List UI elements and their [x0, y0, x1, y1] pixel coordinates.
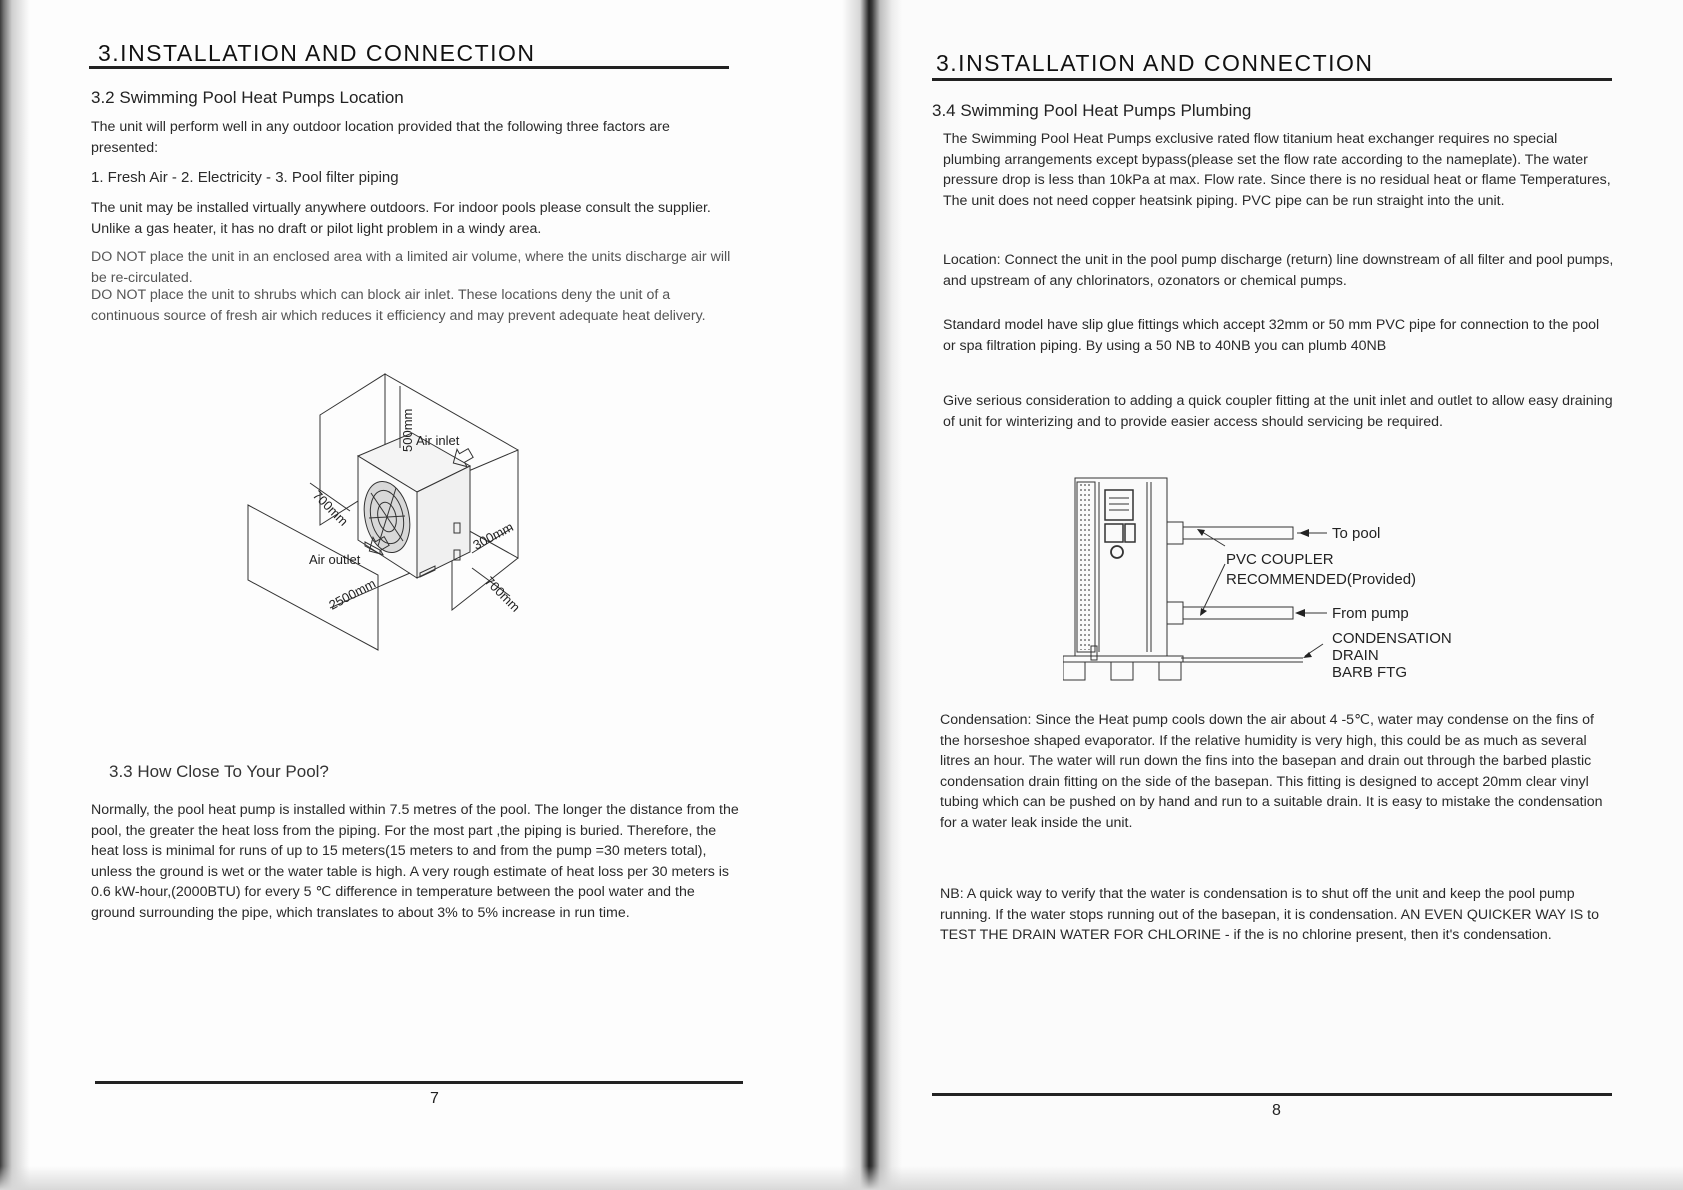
title-rule	[89, 66, 729, 69]
footer-rule	[95, 1081, 743, 1084]
spine-shadow	[0, 0, 30, 1190]
air-outlet-label: Air outlet	[309, 552, 361, 567]
to-pool-label: To pool	[1332, 525, 1381, 542]
condensation-label: CONDENSATION	[1332, 630, 1452, 647]
section-heading-3-2: 3.2 Swimming Pool Heat Pumps Location	[91, 88, 404, 107]
paragraph: Location: Connect the unit in the pool pump discharge (return) line downstream of all filter and pool pumps, and upstream of any chlorinators, ozonators or chemical pumps.	[943, 252, 1614, 289]
paragraph: DO NOT place the unit to shrubs which can block air inlet. These locations deny the unit of a continuous source of fresh air which reduces it efficiency and may prevent adequate heat delivery.	[91, 287, 706, 324]
paragraph: DO NOT place the unit in an enclosed area with a limited air volume, where the units discharge air will be re-circulated.	[91, 249, 731, 286]
paragraph: 1. Fresh Air - 2. Electricity - 3. Pool filter piping	[91, 169, 399, 186]
paragraph: Normally, the pool heat pump is installed within 7.5 metres of the pool. The longer the distance from the pool, the greater the heat loss from the piping. For the most part ,the piping is buried. Therefore, the heat loss is minimal for runs of up to 15 meters(15 meters to and from the pump =30 meters total), unless the ground is wet or the water table is high. A very rough estimate of heat loss per 30 meters is 0.6 kW-hour,(2000BTU) for every 5 ℃ difference in temperature between the pool water and the ground surrounding the pipe, which translates to about 3% to 5% increase in run time.	[91, 802, 739, 921]
footer-rule	[932, 1093, 1612, 1096]
paragraph: The unit will perform well in any outdoor location provided that the following three factors are presented:	[91, 119, 670, 156]
paragraph: The unit may be installed virtually anywhere outdoors. For indoor pools please consult the supplier. Unlike a gas heater, it has no draft or pilot light problem in a windy area.	[91, 200, 711, 237]
page-title: 3.INSTALLATION AND CONNECTION	[936, 50, 1374, 76]
from-pump-label: From pump	[1332, 605, 1409, 622]
drain-label: DRAIN	[1332, 647, 1379, 664]
section-heading-3-4: 3.4 Swimming Pool Heat Pumps Plumbing	[932, 101, 1252, 120]
dim-700-right: 700mm	[481, 573, 524, 615]
title-rule	[932, 78, 1612, 81]
paragraph: The Swimming Pool Heat Pumps exclusive rated flow titanium heat exchanger requires no special plumbing arrangements except bypass(please set the flow rate according to the nameplate). The water pressure drop is less than 10kPa at max. Flow rate. Since there is no residual heat or flame Temperatures, The unit does not need copper heatsink piping. PVC pipe can be run straight into the unit.	[943, 131, 1611, 209]
pvc-coupler-label: PVC COUPLER	[1226, 551, 1334, 568]
paragraph: Give serious consideration to adding a quick coupler fitting at the unit inlet and outlet to allow easy draining of unit for winterizing and to provide easier access should servicing be required.	[943, 393, 1613, 430]
page-number: 7	[430, 1090, 439, 1107]
paragraph: Standard model have slip glue fittings which accept 32mm or 50 mm PVC pipe for connection to the pool or spa filtration piping. By using a 50 NB to 40NB you can plumb 40NB	[943, 317, 1600, 354]
dim-300: 300mm	[470, 519, 516, 553]
bottom-shadow	[0, 1166, 1683, 1190]
paragraph: Condensation: Since the Heat pump cools down the air about 4 -5℃, water may condense on the fins of the horseshoe shaped evaporator. If the relative humidity is very high, this could be as much as several litres an hour. The water will run down the fins into the basepan and drain out through the barbed plastic condensation drain fitting on the side of the basepan. This fitting is designed to accept 20mm clear vinyl tubing which can be pushed on by hand and run to a suitable drain. It is easy to mistake the condensation for a water leak inside the unit.	[940, 712, 1603, 831]
barb-ftg-label: BARB FTG	[1332, 664, 1408, 681]
plumbing-diagram	[1063, 472, 1463, 694]
dim-700-left: 700mm	[309, 487, 352, 529]
right-page	[868, 0, 1683, 1190]
air-inlet-label: Air inlet	[416, 433, 460, 448]
dim-2500: 2500mm	[326, 575, 379, 613]
dim-500: 500mm	[400, 408, 415, 452]
paragraph: NB: A quick way to verify that the water is condensation is to shut off the unit and keep the pool pump running. If the water stops running out of the basepan, it is condensation. AN EVEN QUICKER WAY IS to TEST THE DRAIN WATER FOR CHLORINE - if the is no chlorine present, then it's condensation.	[940, 886, 1600, 943]
book-gutter	[842, 0, 902, 1190]
pvc-coupler-recommended-label: RECOMMENDED(Provided)	[1226, 571, 1417, 588]
page-title: 3.INSTALLATION AND CONNECTION	[98, 40, 536, 66]
section-heading-3-3: 3.3 How Close To Your Pool?	[109, 762, 329, 781]
clearance-diagram	[240, 368, 570, 668]
page-number: 8	[1272, 1102, 1281, 1119]
